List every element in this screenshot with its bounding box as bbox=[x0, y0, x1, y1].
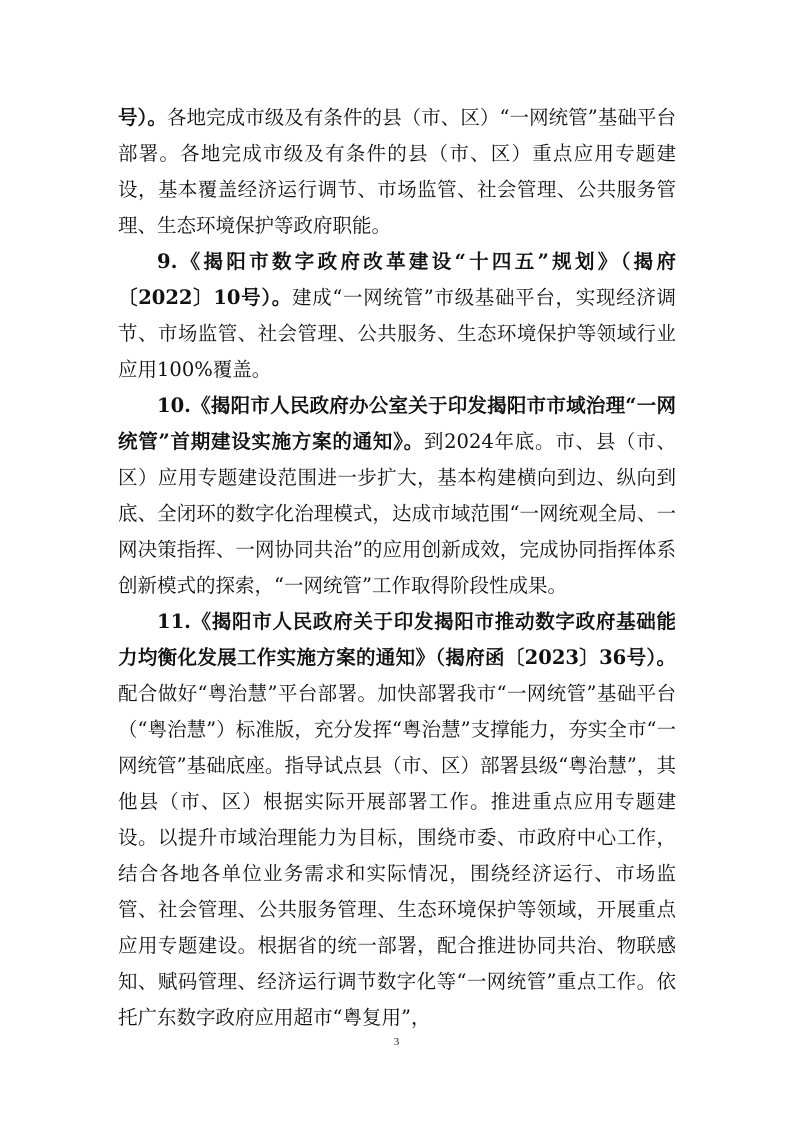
document-body bbox=[118, 100, 676, 1036]
item-10-title: 10.《揭阳市人民政府办公室关于印发揭阳市市域治理“一网统管”首期建设实施方案的通知》。 bbox=[118, 394, 676, 453]
item-10-text: 到2024年底。市、县（市、区）应用专题建设范围进一步扩大，基本构建横向到边、纵向到底、全闭环的数字化治理模式，达成市域范围“一网统观全局、一网决策指挥、一网协同共治”的应用创新成效，完成协同指挥体系创新模式的探索，“一网统管”工作取得阶段性成果。 bbox=[118, 430, 676, 597]
page-number: 3 bbox=[393, 1036, 400, 1048]
paragraph-item-10 bbox=[118, 388, 676, 604]
item-11-title: 11.《揭阳市人民政府关于印发揭阳市推动数字政府基础能力均衡化发展工作实施方案的通知》（揭府函〔2023〕36号）。 bbox=[118, 610, 676, 669]
paragraph-continuation bbox=[118, 100, 676, 244]
paragraph-lead-bold: 号）。 bbox=[118, 106, 167, 129]
item-9-text: 建成“一网统管”市级基础平台，实现经济调节、市场监管、社会管理、公共服务、生态环境保护等领域行业应用100%覆盖。 bbox=[118, 286, 676, 381]
paragraph-text: 各地完成市级及有条件的县（市、区）“一网统管”基础平台部署。各地完成市级及有条件的县（市、区）重点应用专题建设，基本覆盖经济运行调节、市场监管、社会管理、公共服务管理、生态环境保护等政府职能。 bbox=[118, 106, 676, 237]
paragraph-item-9 bbox=[118, 244, 676, 388]
paragraph-item-11 bbox=[118, 604, 676, 1036]
item-11-text: 配合做好“粤治慧”平台部署。加快部署我市“一网统管”基础平台（“粤治慧”）标准版，充分发挥“粤治慧”支撑能力，夯实全市“一网统管”基础底座。指导试点县（市、区）部署县级“粤治慧”，其他县（市、区）根据实际开展部署工作。推进重点应用专题建设。以提升市域治理能力为目标，围绕市委、市政府中心工作，结合各地各单位业务需求和实际情况，围绕经济运行、市场监管、社会管理、公共服务管理、生态环境保护等领域，开展重点应用专题建设。根据省的统一部署，配合推进协同共治、物联感知、赋码管理、经济运行调节数字化等“一网统管”重点工作。依托广东数字政府应用超市“粤复用”， bbox=[118, 682, 676, 1029]
item-9-title: 9.《揭阳市数字政府改革建设“十四五”规划》（揭府〔2022〕10号）。 bbox=[118, 250, 676, 309]
